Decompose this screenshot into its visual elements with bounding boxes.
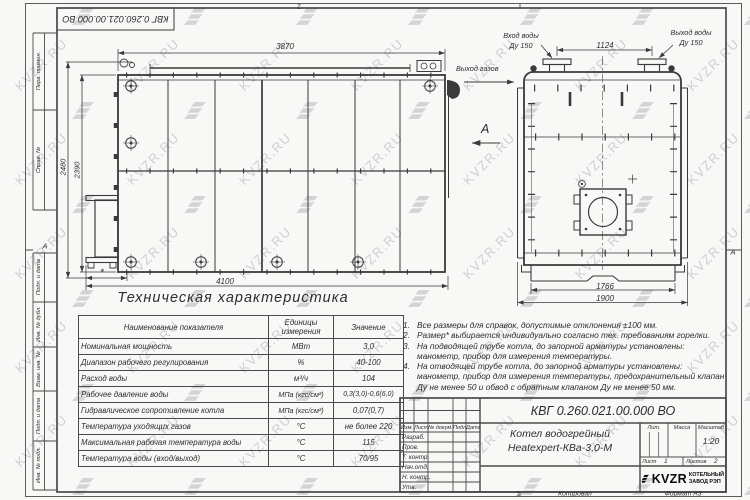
inlet-label-line1: Вход воды [503,31,539,40]
notes-list [403,320,725,392]
kvzr-logo-icon [642,471,650,487]
change-col-docnum: № докум. [428,424,453,431]
change-col-list: Лист [414,424,429,431]
margin-label-podp-data-1: Подп. и дата [36,258,42,296]
lit-header: Лит. [647,424,661,431]
spec-table-header-row [79,316,404,339]
staff-row-razrab: Разраб. [402,434,425,441]
inlet-label-line2: Ду 150 [509,40,533,50]
change-col-data: Дата [466,424,481,431]
staff-row-nachotd: Нач.отд. [402,464,429,471]
note-text: Все размеры для справок, допустимые отклонения ±100 мм. [417,320,658,330]
list-item [403,341,725,362]
outlet-label-line2: Ду 150 [679,37,703,47]
inlet-label [498,31,544,50]
spec-cell-unit: °С [269,451,334,467]
spec-cell-name: Расход воды [79,371,269,387]
staff-row-prov: Пров. [402,444,419,451]
company-logo [642,467,724,490]
note-number: 2. [403,330,410,341]
scale-header: Масштаб [697,424,725,431]
spec-cell-name: Диапазон рабочего регулирования [79,355,269,371]
change-col-podp: Подп. [453,424,468,431]
note-number: 4. [403,361,410,372]
margin-label-vzam-inv: Взам. инв. № [36,351,42,387]
spec-cell-name: Температура уходящих газов [79,419,269,435]
note-number: 3. [403,340,410,351]
right-view-geometry [518,56,688,281]
spec-cell-unit: % [269,355,334,371]
dim-2390: 2390 [72,161,82,179]
spec-cell-unit: МВт [269,339,334,355]
sheet-label: Лист [642,459,657,465]
spec-cell-name: Гидравлическое сопротивление котла [79,403,269,419]
table-row [79,387,404,403]
left-view-geometry [86,59,460,272]
table-row [79,435,404,451]
dim-burner-asterisk: * [100,267,104,279]
spec-header-value: Значение [334,316,404,339]
sheets-label: Листов [686,459,707,465]
spec-cell-value: 70/95 [334,451,404,467]
spec-cell-value: 0,07(0,7) [334,403,404,419]
zone-marker-top: 2 [297,2,301,9]
format-label: Формат А3 [664,490,702,498]
staff-row-tkontr: Т. контр. [402,454,430,461]
spec-cell-name: Максимальная рабочая температура воды [79,435,269,451]
note-text: На подводящей трубе котла, до запорной арматуры установлены: манометр, прибор для измерения температуры. [417,340,685,361]
dim-3870: 3870 [276,42,294,51]
mass-header: Масса [673,424,691,431]
note-text: На отводящей трубе котла, до запорной арматуры установлены: манометр, прибор для измерения температуры, предохранительный клапан Ду не менее 50 и обвод с обратным клапаном Ду не менее 50 мм. [417,361,725,392]
spec-cell-value: 40-100 [334,355,404,371]
table-row [79,371,404,387]
dim-4100: 4100 [216,277,234,286]
zone-marker-left: А [42,241,48,251]
dim-1766: 1766 [596,281,614,291]
dim-1124: 1124 [596,41,614,50]
note-number: 1. [403,320,410,330]
spec-cell-unit: °С [269,419,334,435]
copied-label: Копировал [558,490,592,498]
margin-label-inv-podl: Инв. № подл. [36,447,42,483]
spec-header-name: Наименование показателя [79,316,269,339]
title-block-product-name [480,428,640,455]
doc-number-stamp: КВГ 0.260.021.00.000 ВО [62,14,169,24]
product-name-line2: Heatexpert-КВа-3,0-М [507,441,613,454]
view-a-label: А [481,122,490,136]
gas-outlet-nozzle [447,80,460,99]
logo-caption-line1: КОТЕЛЬНЫЙ [688,472,724,479]
note-text: Размер* выбирается индивидуально согласно тех. требованиям горелки. [417,330,710,341]
change-col-izm: Изм. [401,424,413,431]
spec-cell-value: 104 [334,371,404,387]
table-row [79,419,404,435]
spec-header-unit: Единицы измерения [269,316,334,339]
spec-cell-unit: МПа (кгс/см²) [269,387,334,403]
margin-label-podp-data-2: Подп. и дата [36,397,42,435]
margin-label-inv-dubl: Инв. № дубл. [36,306,42,342]
outlet-label [666,28,716,47]
sheets-value: 2 [714,458,718,465]
spec-cell-name: Температура воды (вход/выход) [79,451,269,467]
outlet-label-line1: Выход воды [670,28,712,37]
margin-label-sprav-no: Справ. № [36,146,42,174]
spec-cell-name: Рабочее давление воды [79,387,269,403]
list-item [403,320,725,330]
logo-text: KVZR [651,471,687,486]
spec-cell-value: 3,0 [334,339,404,355]
spec-cell-name: Номинальная мощность [79,339,269,355]
zone-marker-right: А [730,247,736,257]
table-row [79,403,404,419]
dim-1900: 1900 [596,294,614,303]
gas-outlet-label: Выход газов [456,64,499,73]
margin-label-perv-primen: Перв. примен. [36,51,42,91]
product-name-line1: Котел водогрейный [510,428,610,440]
spec-table-title: Техническая характеристика [117,290,349,306]
spec-cell-value: 115 [334,435,404,451]
spec-cell-unit: °С [269,435,334,451]
table-row [79,451,404,467]
staff-row-nkontr: Н. контр. [402,474,431,481]
list-item [403,361,725,392]
table-row [79,355,404,371]
spec-table [78,315,404,467]
dim-2480: 2480 [58,158,68,176]
zone-marker-bottom: 1 [516,490,520,498]
list-item [403,330,725,340]
sheet-value: 1 [664,458,668,465]
spec-cell-unit: МПа (кгс/см²) [269,403,334,419]
logo-caption-line2: ЗАВОД РЭП [688,478,721,485]
table-row [79,339,404,355]
spec-cell-unit: м³/ч [269,371,334,387]
spec-cell-value: не более 220 [334,419,404,435]
staff-row-utv: Утв. [402,484,417,491]
spec-cell-value: 0,3(3,0)-0,6(6,0) [334,387,404,403]
scale-value: 1:20 [702,436,720,446]
title-block-doc-number: КВГ 0.260.021.00.000 ВО [530,403,676,418]
